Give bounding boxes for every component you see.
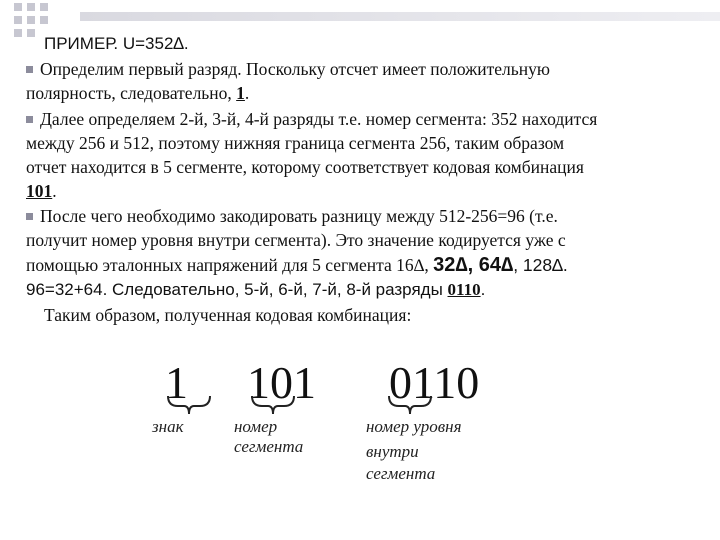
para2-line4: 101. — [26, 181, 57, 201]
level-label-line1: номер уровня — [366, 417, 462, 436]
para3-line3: помощью эталонных напряжений для 5 сегмента 16∆, 32∆, 64∆, 128∆. — [26, 254, 568, 276]
para2-line2: между 256 и 512, поэтому нижняя граница сегмента 256, таким образом — [26, 133, 565, 153]
level-label-line3: сегмента — [366, 464, 436, 483]
para1-line1: Определим первый разряд. Поскольку отсчет имеет положительную — [26, 58, 550, 80]
segment-label-line1: номер — [234, 417, 278, 436]
sign-value: 1 — [165, 357, 188, 408]
example-heading: ПРИМЕР. U=352∆. — [44, 34, 189, 53]
level-brace-icon — [387, 394, 433, 416]
bullet-icon — [26, 213, 33, 220]
para3-line2: получит номер уровня внутри сегмента). Это значение кодируется уже с — [26, 230, 566, 250]
bullet-icon — [26, 116, 33, 123]
sign-brace-icon — [166, 394, 212, 416]
para2-line1: Далее определяем 2-й, 3-й, 4-й разряды т.е. номер сегмента: 352 находится — [26, 108, 597, 130]
header-bar — [80, 12, 720, 21]
para2-line3: отчет находится в 5 сегменте, которому соответствует кодовая комбинация — [26, 157, 584, 177]
summary-line: Таким образом, полученная кодовая комбинация: — [44, 305, 412, 325]
segment-value: 101 — [247, 357, 316, 408]
level-value: 0110 — [389, 357, 480, 408]
segment-label-line2: сегмента — [234, 437, 304, 456]
para3-line4: 96=32+64. Следовательно, 5-й, 6-й, 7-й, 8-й разряды 0110. — [26, 280, 486, 299]
para1-line2: полярность, следовательно, 1. — [26, 83, 250, 103]
sign-label: знак — [152, 417, 184, 436]
para3-line1: После чего необходимо закодировать разницу между 512-256=96 (т.е. — [26, 205, 558, 227]
level-label-line2: внутри — [366, 442, 419, 461]
bullet-icon — [26, 66, 33, 73]
segment-brace-icon — [250, 394, 296, 416]
